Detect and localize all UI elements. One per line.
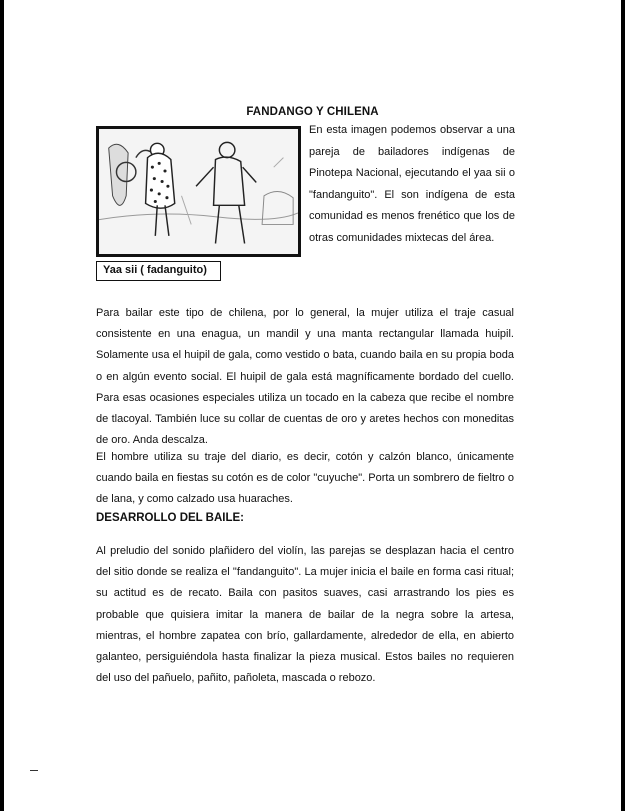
scan-edge-right [621, 0, 625, 811]
paragraph-man-attire: El hombre utiliza su traje del diario, es decir, cotón y calzón blanco, únicamente cuando baila en fiestas su cotón es de color "cuyuche". Porta un sombrero de fieltro o de lana, y como calzado usa huaraches. [96, 451, 514, 506]
dancers-illustration [99, 129, 298, 254]
paragraph-woman-attire: Para bailar este tipo de chilena, por lo general, la mujer utiliza el traje casual consistente en una enagua, un mandil y una manta rectangular llamada huipil. Solamente usa el huipil de gala, como vestido o bata, cuando baila en su propia boda o en algún evento social. El huipil de gala está magníficamente bordado del cuello. Para esas ocasiones especiales utiliza un tocado en la cabeza que recibe el nombre de tlacoyal. También luce su collar de cuentas de oro y aretes hechos con moneditas de oro. Anda descalza. [96, 307, 514, 447]
page-title: FANDANGO Y CHILENA [246, 105, 379, 118]
section-heading: DESARROLLO DEL BAILE: [96, 512, 245, 524]
dancers-photo [96, 126, 301, 257]
photo-caption: Yaa sii ( fadanguito) [96, 261, 221, 281]
paragraph-dance-development: Al preludio del sonido plañidero del violín, las parejas se desplazan hacia el centro del sitio donde se realiza el "fandanguito". La mujer inicia el baile en forma casi ritual; su actitud es de recato. Baila con pasitos suaves, casi arrastrando los pies es probable que quisiera imitar la manera de bailar de la negra sobre la artesa, mientras, el hombre zapatea con brío, gallardamente, alrededor de ella, en abierto galanteo, persiguiéndola hasta finalizar la pieza musical. Estos bailes no requieren del uso del pañuelo, pañito, pañoleta, mascada o rebozo. [96, 545, 514, 685]
scan-mark [30, 770, 38, 771]
intro-paragraph: En esta imagen podemos observar a una pareja de bailadores indígenas de Pinotepa Nacional, ejecutando el yaa sii o "fandanguito". El son indígena de esta comunidad es menos frenético que los de otras comunidades mixtecas del área. [309, 124, 515, 244]
scan-edge-left [0, 0, 4, 811]
